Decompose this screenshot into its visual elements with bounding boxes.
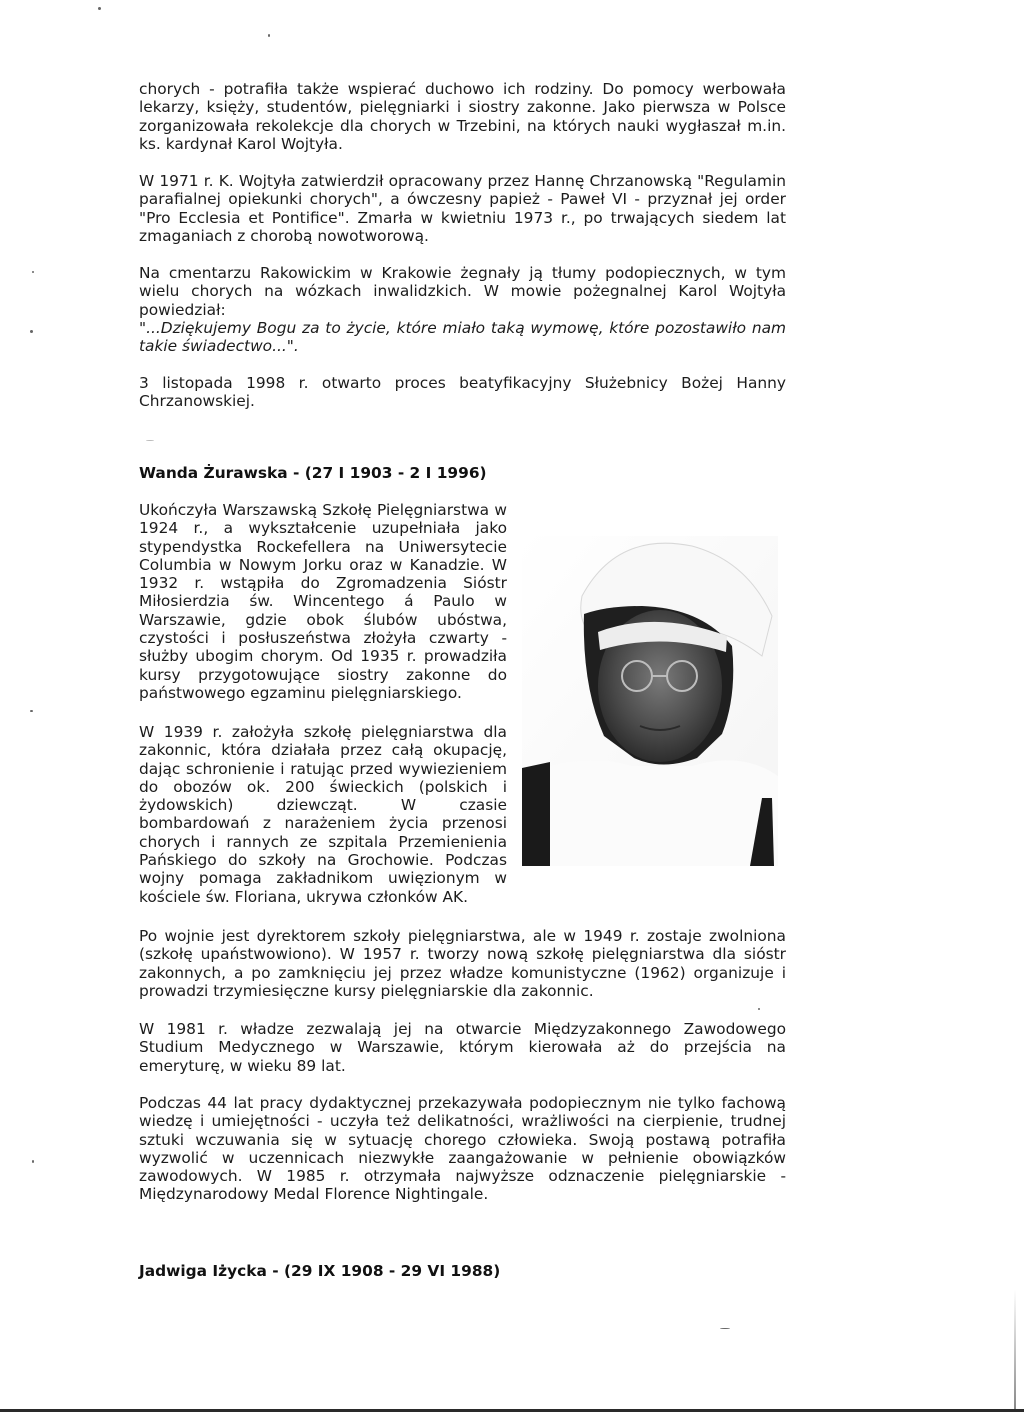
scan-speck [30, 330, 33, 333]
wanda-paragraph-teaching: Podczas 44 lat pracy dydaktycznej przekazywała podopiecznym nie tylko fachową wiedzę i umiejętności - uczyła też delikatności, wrażliwości na cierpienie, trudnej sztuki wczuwania się w sytuację chorego człowieka. Swoją postawą potrafiła wyzwolić w uczennicach niezwykłe zaangażowanie w pełnienie obowiązków zawodowych. W 1985 r. otrzymała najwyższe odznaczenie pielęgniarskie - Międzynarodowy Medal Florence Nightingale. [139, 1094, 786, 1204]
wanda-paragraph-education: Ukończyła Warszawską Szkołę Pielęgniarstwa w 1924 r., a wykształcenie uzupełniała jako stypendystka Rockefellera na Uniwersytecie Columbia w Nowym Jorku oraz w Kanadzie. W 1932 r. wstąpiła do Zgromadzenia Sióstr Miłosierdzia św. Wincentego á Paulo w Warszawie, gdzie obok ślubów ubóstwa, czystości i posłuszeństwa złożyła czwarty - służby ubogim chorym. Od 1935 r. prowadziła kursy przygotowujące siostry zakonne do państwowego egzaminu pielęgniarskiego. [139, 501, 507, 702]
wanda-paragraph-postwar: Po wojnie jest dyrektorem szkoły pielęgniarstwa, ale w 1949 r. zostaje zwolniona (szkołę upaństwowiono). W 1957 r. tworzy nową szkołę pielęgniarstwa dla sióstr zakonnych, a po zamknięciu jej przez władze komunistyczne (1962) organizuje i prowadzi trzymiesięczne kursy pielęgniarskie dla zakonnic. [139, 927, 786, 1000]
paragraph-regulamin: W 1971 r. K. Wojtyła zatwierdził opracowany przez Hannę Chrzanowską "Regulamin parafialnej opiekunki chorych", a ówczesny papież - Paweł VI - przyznał jej order "Pro Ecclesia et Pontifice". Zmarła w kwietniu 1973 r., po trwających siedem lat zmaganiach z chorobą nowotworową. [139, 172, 786, 245]
wanda-paragraph-war: W 1939 r. założyła szkołę pielęgniarstwa dla zakonnic, która działała przez całą okupację, dając schronienie i ratując przed wywiezieniem do obozów ok. 200 świeckich (polskich i żydowskich) dziewcząt. W czasie bombardowań z narażeniem życia przenosi chorych i rannych ze szpitala Przemienienia Pańskiego do szkoły na Grochowie. Podczas wojny pomaga zakładnikom uwięzionym w kościele św. Floriana, ukrywa członków AK. [139, 723, 507, 906]
scan-edge-shadow [1014, 1290, 1016, 1410]
paragraph-beatyfikacja: 3 listopada 1998 r. otwarto proces beatyfikacyjny Służebnicy Bożej Hanny Chrzanowskiej. [139, 374, 786, 411]
wanda-paragraph-studium: W 1981 r. władze zezwalają jej na otwarcie Międzyzakonnego Zawodowego Studium Medycznego w Warszawie, którym kierowała aż do przejścia na emeryturę, w wieku 89 lat. [139, 1020, 786, 1075]
scan-speck [30, 710, 33, 712]
jadwiga-izycka-heading: Jadwiga Iżycka - (29 IX 1908 - 29 VI 1988) [139, 1262, 501, 1280]
scan-speck [720, 1328, 730, 1329]
scan-bottom-edge [0, 1409, 1024, 1412]
farewell-quote: "...Dziękujemy Bogu za to życie, które miało taką wymowę, które pozostawiło nam takie świadectwo...". [139, 318, 786, 356]
scan-speck [146, 440, 154, 441]
scan-speck [758, 1008, 760, 1010]
scan-speck [32, 271, 34, 273]
scan-speck [32, 1160, 34, 1163]
paragraph-rodziny: chorych - potrafiła także wspierać duchowo ich rodziny. Do pomocy werbowała lekarzy, księży, studentów, pielęgniarki i siostry zakonne. Jako pierwsza w Polsce zorganizowała rekolekcje dla chorych w Trzebini, na których nauki wygłaszał m.in. ks. kardynał Karol Wojtyła. [139, 80, 786, 153]
paragraph-cmentarz-text: Na cmentarzu Rakowickim w Krakowie żegnały ją tłumy podopiecznych, w tym wielu chorych na wózkach inwalidzkich. W mowie pożegnalnej Karol Wojtyła powiedział: [139, 264, 786, 319]
paragraph-cmentarz [139, 264, 786, 355]
scan-speck [98, 7, 101, 10]
scan-speck [268, 34, 270, 37]
wanda-zurawska-heading: Wanda Żurawska - (27 I 1903 - 2 I 1996) [139, 464, 487, 482]
wanda-zurawska-portrait [522, 536, 778, 866]
